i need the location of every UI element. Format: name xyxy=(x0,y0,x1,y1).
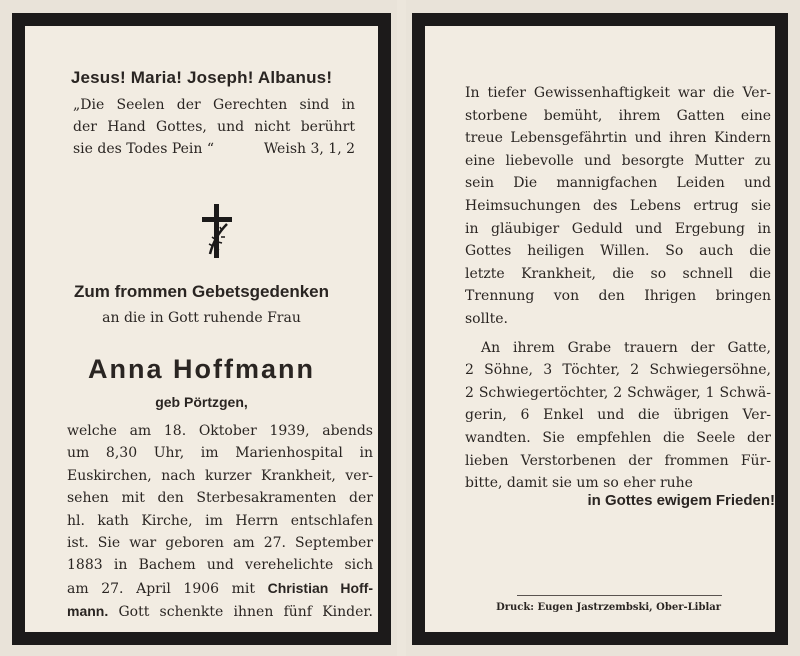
bio-line xyxy=(67,600,373,623)
bio-line: hl. kath Kirche, im Herrn entschlafen xyxy=(67,512,373,529)
mourners-line: bitte, damit sie um so eher ruhe xyxy=(465,475,693,492)
tribute-line: storbene bemüht, ihrem Gatten eine xyxy=(465,107,771,124)
bio-line: ist. Sie war geboren am 27. September xyxy=(67,535,373,552)
invocation-heading: Jesus! Maria! Joseph! Albanus! xyxy=(70,68,333,87)
closing-blessing: in Gottes ewigem Frieden! xyxy=(587,492,775,509)
tribute-line: In tiefer Gewissenhaftigkeit war die Ver- xyxy=(465,85,771,101)
tribute-line: Trennung von den Ihrigen bringen xyxy=(465,288,771,305)
mourners-line: wandten. Sie empfehlen die Seele der xyxy=(465,429,771,446)
mourners-line: 2 Söhne, 3 Töchter, 2 Schwiegersöhne, xyxy=(465,362,771,379)
tribute-line: eine liebevolle und besorgte Mutter zu xyxy=(465,152,771,169)
tribute-line: sollte. xyxy=(465,310,508,327)
scripture-quote xyxy=(73,94,355,160)
bio-line: welche am 18. Oktober 1939, abends xyxy=(67,423,373,439)
tribute-line: treue Lebensgefährtin und ihren Kindern xyxy=(465,130,771,147)
tribute-line: Heimsuchungen des Lebens ertrug sie xyxy=(465,197,771,214)
printer-credit: Druck: Eugen Jastrzembski, Ober-Liblar xyxy=(496,602,721,613)
cross-with-palm-icon xyxy=(199,202,235,260)
card-fold xyxy=(397,0,406,656)
tribute-line: in gläubiger Geduld und Ergebung in xyxy=(465,220,771,237)
memorial-subheading: Zum frommen Gebetsgedenken xyxy=(73,282,330,301)
dedication-line: an die in Gott ruhende Frau xyxy=(102,310,301,326)
bio-text: Gott schenkte ihnen fünf Kinder. xyxy=(118,604,373,621)
quote-line: „Die Seelen der Gerechten sind in xyxy=(73,97,355,113)
left-page xyxy=(12,13,391,645)
biography-text xyxy=(67,420,373,624)
bio-line: 1883 in Bachem und verehelichte sich xyxy=(67,557,373,574)
husband-name-end: mann. xyxy=(67,603,109,620)
mourners-line: An ihrem Grabe trauern der Gatte, xyxy=(481,339,771,356)
bio-line: sehen mit den Sterbesakramenten der xyxy=(67,490,373,507)
mourners-line: gerin, 6 Enkel und die übrigen Ver- xyxy=(465,407,771,424)
husband-name: Christian Hoff- xyxy=(267,579,374,596)
right-page xyxy=(412,13,788,645)
quote-line: der Hand Gottes, und nicht berührt xyxy=(73,119,355,135)
birth-name: geb Pörtzgen, xyxy=(155,394,248,410)
bio-line: Euskirchen, nach kurzer Krankheit, ver- xyxy=(67,467,373,484)
bio-line: um 8,30 Uhr, im Marienhospital in xyxy=(67,445,373,462)
tribute-text xyxy=(465,82,771,495)
bio-line xyxy=(67,577,373,600)
mourners-line: lieben Verstorbenen der frommen Für- xyxy=(465,452,771,469)
tribute-line: sein Die mannigfachen Leiden und xyxy=(465,175,771,192)
printer-rule xyxy=(517,595,722,596)
deceased-name: Anna Hoffmann xyxy=(88,354,315,384)
bio-text: am 27. April 1906 mit xyxy=(67,580,256,597)
quote-reference: Weish 3, 1, 2 xyxy=(263,141,355,157)
tribute-line: letzte Krankheit, die so schnell die xyxy=(465,265,771,282)
tribute-line: Gottes heiligen Willen. So auch die xyxy=(465,243,771,260)
mourners-line: 2 Schwiegertöchter, 2 Schwäger, 1 Schwä- xyxy=(465,384,771,401)
quote-line: sie des Todes Pein “ xyxy=(73,141,215,157)
